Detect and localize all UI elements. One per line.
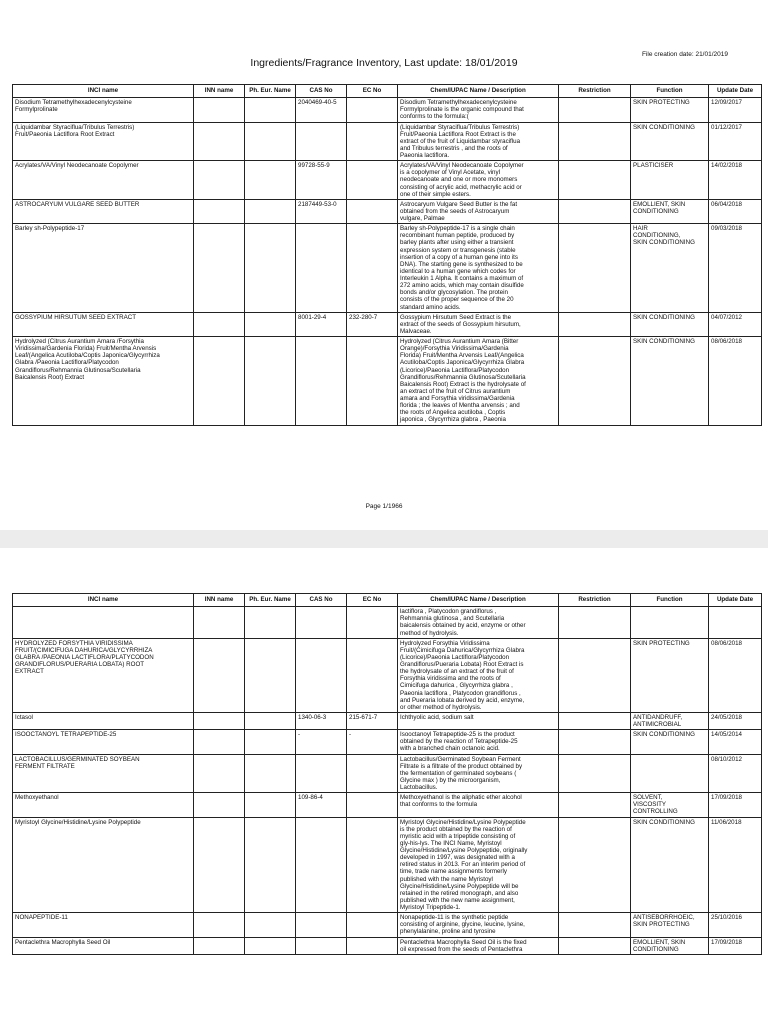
cell-ec-no bbox=[347, 312, 398, 336]
cell-ph-eur-name bbox=[245, 122, 296, 161]
cell-inci-name bbox=[13, 913, 194, 937]
cell-description-text: (Liquidambar Styraciflua/Tribulus Terrestris) Fruit/Paeonia Lactiflora Root Extract is the extract of the fruit of Liquidambar styraciflua and Tribulus terrestris , and the roots of Paeonia lactiflora. bbox=[400, 123, 521, 159]
cell-cas-no bbox=[296, 817, 347, 913]
cell-description-text: Hydrolyzed (Citrus Aurantium Amara (Bitter Orange)/Forsythia Viridissima/Gardenia Florida) Fruit/Mentha Arvensis Leaf/(Angelica Acutiloba/Coptis Japonica/Glycyrrhiza Glabra (Licorice)/Paeonia Lactiflora/Platycodon Grandiflorus/Rehmannia Glutinosa/Scutellaria Baicalensis Root) Extract is the hydrolysate of an extract of the fruit of Citrus aurantium amara and Forsythia viridissima/Gardenia florida ; the leaves of Mentha arvensis ; and the roots of Angelica acutiloba , Coptis japonica , Glycyrrhiza glabra , Paeonia bbox=[400, 338, 526, 424]
cell-description bbox=[398, 312, 559, 336]
cell-inci-name bbox=[13, 161, 194, 200]
cell-inn-name bbox=[194, 607, 245, 639]
table-row bbox=[13, 638, 762, 712]
cell-description bbox=[398, 817, 559, 913]
header-ph-eur-name-text: Ph. Eur. Name bbox=[249, 596, 291, 603]
cell-update-date-text: 08/10/2012 bbox=[711, 755, 742, 763]
cell-inn-name bbox=[194, 638, 245, 712]
table-body-page-2 bbox=[13, 607, 762, 955]
cell-ec-no-text: - bbox=[349, 731, 352, 739]
cell-inci-name bbox=[13, 817, 194, 913]
cell-ec-no bbox=[347, 638, 398, 712]
table-header-row bbox=[13, 85, 762, 98]
table-row bbox=[13, 337, 762, 426]
cell-function-text: SOLVENT, VISCOSITY CONTROLLING bbox=[633, 794, 678, 816]
cell-inn-name bbox=[194, 730, 245, 754]
cell-restriction bbox=[559, 312, 631, 336]
cell-description bbox=[398, 607, 559, 639]
cell-description bbox=[398, 712, 559, 729]
cell-ec-no bbox=[347, 161, 398, 200]
cell-inn-name bbox=[194, 122, 245, 161]
cell-ph-eur-name bbox=[245, 224, 296, 313]
header-ec-no: EC No bbox=[347, 85, 398, 98]
cell-update-date bbox=[709, 638, 762, 712]
cell-inci-name-text: Ictasol bbox=[15, 713, 33, 721]
cell-function bbox=[631, 224, 709, 313]
cell-update-date-text: 25/10/2016 bbox=[711, 914, 742, 922]
cell-function bbox=[631, 913, 709, 937]
cell-function-text: SKIN PROTECTING bbox=[633, 639, 690, 647]
cell-ph-eur-name bbox=[245, 913, 296, 937]
cell-ph-eur-name bbox=[245, 712, 296, 729]
cell-cas-no-text: 2040469-40-5 bbox=[298, 99, 337, 107]
header-restriction: Restriction bbox=[559, 85, 631, 98]
document-title: Ingredients/Fragrance Inventory, Last update: 18/01/2019 bbox=[250, 57, 518, 69]
cell-description-text: Methoxyethanol is the aliphatic ether alcohol that conforms to the formula bbox=[400, 794, 522, 809]
cell-description-text: Barley sh-Polypeptide-17 is a single chain recombinant human peptide, produced by barley plants after using either a transient expression system or transgenesis (stable insertion of a copy of a human gene into its DNA). The starting gene is synthesized to be identical to a human gene which codes for Interleukin 1 Alpha. It contains a maximum of 272 amino acids, which may contain disulfide bonds and/or glycosylation. The protein consists of the proper sequence of the 20 standard amino acids. bbox=[400, 225, 524, 311]
cell-function-text: EMOLLIENT, SKIN CONDITIONING bbox=[633, 200, 686, 215]
cell-description-text: Myristoyl Glycine/Histidine/Lysine Polypeptide is the product obtained by the reaction of myristic acid with a tripeptide consisting of gly-his-lys. The INCI Name, Myristoyl Glycine/Histidine/Lysine Polypeptide, originally developed in 1997, was designated with a retired status in 2013. For an interim period of time, trade name assignments formerly published with the name Myristoyl Glycine/Histidine/Lysine Polypeptide will be retained in the retired monograph, and also published with the new name assignment, Myristoyl Tripeptide-1. bbox=[400, 818, 528, 911]
cell-ec-no bbox=[347, 730, 398, 754]
cell-update-date-text: 17/09/2018 bbox=[711, 938, 742, 946]
cell-update-date bbox=[709, 224, 762, 313]
cell-description-text: Lactobacillus/Germinated Soybean Ferment Filtrate is a filtrate of the product obtained by the fermentation of germinated soybeans ( Glycine max ) by the microorganism, Lactobacillus. bbox=[400, 755, 523, 791]
cell-restriction bbox=[559, 730, 631, 754]
cell-description bbox=[398, 337, 559, 426]
table-row bbox=[13, 122, 762, 161]
cell-ec-no bbox=[347, 793, 398, 817]
cell-function-text: SKIN PROTECTING bbox=[633, 99, 690, 107]
cell-inci-name-text: ISOOCTANOYL TETRAPEPTIDE-25 bbox=[15, 731, 117, 739]
cell-inci-name bbox=[13, 712, 194, 729]
cell-function-text: EMOLLIENT, SKIN CONDITIONING bbox=[633, 938, 686, 953]
cell-restriction bbox=[559, 607, 631, 639]
cell-description-text: lactiflora , Platycodon grandiflorus , Rehmannia glutinosa , and Scutellaria baicalensis obtained by acid, enzyme or other method of hydrolysis. bbox=[400, 608, 526, 637]
cell-function bbox=[631, 161, 709, 200]
table-body-page-1 bbox=[13, 98, 762, 425]
table-row bbox=[13, 913, 762, 937]
cell-cas-no bbox=[296, 337, 347, 426]
cell-update-date bbox=[709, 122, 762, 161]
cell-ph-eur-name bbox=[245, 607, 296, 639]
cell-update-date-text: 01/12/2017 bbox=[711, 123, 742, 131]
cell-description bbox=[398, 937, 559, 954]
cell-ph-eur-name bbox=[245, 199, 296, 223]
cell-inci-name-text: Hydrolyzed (Citrus Aurantium Amara /Forsythia Viridissima/Gardenia Florida) Fruit/Mentha Arvensis Leaf/(Angelica Acutiloba/Coptis Japonica/Glycyrrhiza Glabra /Paeonia Lactiflora/Platycodon Grandiflorus/Rehmannia Glutinosa/Scutellaria Baicalensis Root) Extract bbox=[15, 338, 160, 381]
cell-restriction bbox=[559, 199, 631, 223]
cell-cas-no bbox=[296, 607, 347, 639]
cell-function-text: SKIN CONDITIONING bbox=[633, 123, 695, 131]
table-row bbox=[13, 754, 762, 793]
cell-inci-name-text: Myristoyl Glycine/Histidine/Lysine Polypeptide bbox=[15, 818, 141, 826]
document-page-2 bbox=[0, 548, 768, 1024]
cell-cas-no bbox=[296, 224, 347, 313]
header-function: Function bbox=[631, 85, 709, 98]
cell-function-text: ANTISEBORRHOEIC, SKIN PROTECTING bbox=[633, 914, 695, 929]
cell-ph-eur-name bbox=[245, 793, 296, 817]
cell-cas-no bbox=[296, 730, 347, 754]
cell-function-text: SKIN CONDITIONING bbox=[633, 313, 695, 321]
cell-ph-eur-name bbox=[245, 754, 296, 793]
cell-update-date-text: 08/06/2018 bbox=[711, 338, 742, 345]
cell-inci-name-text: GOSSYPIUM HIRSUTUM SEED EXTRACT bbox=[15, 313, 137, 321]
cell-inci-name bbox=[13, 199, 194, 223]
cell-restriction bbox=[559, 937, 631, 954]
cell-update-date bbox=[709, 712, 762, 729]
cell-ph-eur-name bbox=[245, 337, 296, 426]
cell-ph-eur-name bbox=[245, 161, 296, 200]
cell-ph-eur-name bbox=[245, 730, 296, 754]
header-function: Function bbox=[631, 594, 709, 607]
cell-function bbox=[631, 98, 709, 122]
cell-description bbox=[398, 161, 559, 200]
cell-ph-eur-name bbox=[245, 817, 296, 913]
cell-update-date-text: 09/03/2018 bbox=[711, 225, 742, 233]
table-row bbox=[13, 793, 762, 817]
cell-ec-no bbox=[347, 937, 398, 954]
cell-inci-name bbox=[13, 793, 194, 817]
cell-inn-name bbox=[194, 754, 245, 793]
cell-restriction bbox=[559, 122, 631, 161]
cell-inci-name-text: LACTOBACILLUS/GERMINATED SOYBEAN FERMENT FILTRATE bbox=[15, 755, 140, 770]
cell-update-date bbox=[709, 817, 762, 913]
table-row bbox=[13, 607, 762, 639]
table-row bbox=[13, 161, 762, 200]
cell-description bbox=[398, 122, 559, 161]
cell-inn-name bbox=[194, 224, 245, 313]
cell-inn-name bbox=[194, 712, 245, 729]
cell-restriction bbox=[559, 638, 631, 712]
cell-function-text: SKIN CONDITIONING bbox=[633, 338, 695, 345]
cell-cas-no bbox=[296, 793, 347, 817]
cell-ec-no bbox=[347, 754, 398, 793]
table-row bbox=[13, 224, 762, 313]
cell-ec-no-text: 215-671-7 bbox=[349, 713, 378, 721]
cell-function bbox=[631, 754, 709, 793]
cell-cas-no bbox=[296, 161, 347, 200]
cell-inci-name-text: Barley sh-Polypeptide-17 bbox=[15, 225, 85, 233]
cell-description-text: Isooctanoyl Tetrapeptide-25 is the product obtained by the reaction of Tetrapeptide-25 with a branched chain octanoic acid. bbox=[400, 731, 518, 753]
cell-update-date-text: 06/04/2018 bbox=[711, 200, 742, 208]
cell-description bbox=[398, 754, 559, 793]
cell-inn-name bbox=[194, 913, 245, 937]
cell-cas-no-text: 2187449-53-0 bbox=[298, 200, 337, 208]
header-inn-name: INN name bbox=[194, 85, 245, 98]
cell-description-text: Hydrolyzed Forsythia Viridissima Fruit/(Cimicifuga Dahurica/Glycyrrhiza Glabra (Licorice)/Paeonia Lactiflora/Platycodon Grandiflorus/Pueraria Lobata) Root Extract is the hydrolysate of an extract of the fruit of Forsythia viridissima and the roots of Cimicifuga dahurica , Glycyrrhiza glabra , Paeonia lactiflora , Platycodon grandiflorus , and Pueraria lobata derived by acid, enzyme, or other method of hydrolysis. bbox=[400, 639, 525, 711]
cell-function bbox=[631, 937, 709, 954]
cell-inci-name bbox=[13, 312, 194, 336]
cell-inci-name-text: NONAPEPTIDE-11 bbox=[15, 914, 68, 922]
cell-inci-name bbox=[13, 937, 194, 954]
cell-inci-name bbox=[13, 607, 194, 639]
cell-description-text: Disodium Tetramethylhexadecenylcysteine Formylprolinate is the organic compound that conforms to the formula:( bbox=[400, 99, 524, 121]
cell-inn-name bbox=[194, 337, 245, 426]
header-inci-name: INCI name bbox=[13, 594, 194, 607]
cell-inci-name bbox=[13, 98, 194, 122]
cell-inn-name bbox=[194, 937, 245, 954]
header-update-date: Update Date bbox=[709, 594, 762, 607]
cell-cas-no bbox=[296, 122, 347, 161]
cell-description bbox=[398, 638, 559, 712]
cell-inci-name-text: ASTROCARYUM VULGARE SEED BUTTER bbox=[15, 200, 140, 208]
cell-ec-no bbox=[347, 712, 398, 729]
cell-ec-no bbox=[347, 817, 398, 913]
header-inn-name: INN name bbox=[194, 594, 245, 607]
cell-restriction bbox=[559, 712, 631, 729]
cell-cas-no-text: 1340-06-3 bbox=[298, 713, 327, 721]
cell-ec-no bbox=[347, 98, 398, 122]
cell-update-date-text: 17/09/2018 bbox=[711, 794, 742, 802]
cell-inci-name bbox=[13, 122, 194, 161]
cell-function bbox=[631, 712, 709, 729]
cell-ec-no bbox=[347, 224, 398, 313]
cell-update-date-text: 04/07/2012 bbox=[711, 313, 742, 321]
header-cas-no: CAS No bbox=[296, 594, 347, 607]
cell-inci-name-text: (Liquidambar Styraciflua/Tribulus Terrestris) Fruit/Paeonia Lactiflora Root Extract bbox=[15, 123, 135, 138]
cell-cas-no-text: 8001-29-4 bbox=[298, 313, 327, 321]
cell-cas-no bbox=[296, 712, 347, 729]
header-chem-description: Chem/IUPAC Name / Description bbox=[398, 85, 559, 98]
cell-cas-no bbox=[296, 98, 347, 122]
cell-inci-name bbox=[13, 730, 194, 754]
cell-description-text: Gossypium Hirsutum Seed Extract is the extract of the seeds of Gossypium hirsutum, Malvaceae. bbox=[400, 313, 521, 335]
table-row bbox=[13, 817, 762, 913]
cell-inci-name bbox=[13, 224, 194, 313]
cell-function bbox=[631, 337, 709, 426]
cell-function bbox=[631, 730, 709, 754]
cell-update-date-text: 14/02/2018 bbox=[711, 162, 742, 170]
header-update-date: Update Date bbox=[709, 85, 762, 98]
cell-restriction bbox=[559, 817, 631, 913]
cell-restriction bbox=[559, 161, 631, 200]
cell-ec-no-text: 232-280-7 bbox=[349, 313, 378, 321]
cell-cas-no bbox=[296, 754, 347, 793]
cell-update-date bbox=[709, 607, 762, 639]
cell-update-date bbox=[709, 312, 762, 336]
cell-cas-no-text: 99728-55-9 bbox=[298, 162, 330, 170]
cell-function bbox=[631, 312, 709, 336]
cell-function bbox=[631, 817, 709, 913]
cell-inn-name bbox=[194, 817, 245, 913]
table-row bbox=[13, 937, 762, 954]
cell-cas-no-text: - bbox=[298, 731, 301, 739]
cell-description bbox=[398, 199, 559, 223]
header-ph-eur-name bbox=[245, 85, 296, 98]
cell-ph-eur-name bbox=[245, 312, 296, 336]
header-ph-eur-name bbox=[245, 594, 296, 607]
cell-restriction bbox=[559, 98, 631, 122]
cell-description-text: Ichthyolic acid, sodium salt bbox=[400, 713, 474, 721]
cell-cas-no bbox=[296, 199, 347, 223]
file-creation-date: File creation date: 21/01/2019 bbox=[641, 51, 728, 58]
cell-function bbox=[631, 199, 709, 223]
cell-update-date bbox=[709, 793, 762, 817]
cell-ph-eur-name bbox=[245, 98, 296, 122]
header-ph-eur-name-text: Ph. Eur. Name bbox=[249, 87, 291, 94]
cell-ec-no bbox=[347, 913, 398, 937]
cell-inci-name bbox=[13, 754, 194, 793]
cell-ec-no bbox=[347, 607, 398, 639]
cell-ph-eur-name bbox=[245, 638, 296, 712]
header-restriction: Restriction bbox=[559, 594, 631, 607]
cell-function-text: ANTIDANDRUFF, ANTIMICROBIAL bbox=[633, 713, 683, 728]
cell-description-text: Acrylates/VA/Vinyl Neodecanoate Copolymer is a copolymer of Vinyl Acetate, vinyl neodecanoate and one or more monomers consisting of acrylic acid, methacrylic acid or one of their simple esters. bbox=[400, 162, 524, 198]
cell-inci-name-text: Acrylates/VA/Vinyl Neodecanoate Copolymer bbox=[15, 162, 139, 170]
cell-function bbox=[631, 638, 709, 712]
cell-update-date bbox=[709, 937, 762, 954]
cell-update-date bbox=[709, 754, 762, 793]
cell-function-text: PLASTICISER bbox=[633, 162, 674, 170]
cell-cas-no bbox=[296, 638, 347, 712]
cell-update-date bbox=[709, 161, 762, 200]
header-ec-no: EC No bbox=[347, 594, 398, 607]
cell-description-text: Nonapeptide-11 is the synthetic peptide consisting of arginine, glycine, leucine, lysine, phenylalanine, proline and tyrosine bbox=[400, 914, 525, 936]
cell-description-text: Astrocaryum Vulgare Seed Butter is the fat obtained from the seeds of Astrocaryum vulgare, Palmae bbox=[400, 200, 518, 222]
inventory-table-page-2 bbox=[12, 593, 762, 955]
cell-inn-name bbox=[194, 161, 245, 200]
cell-inn-name bbox=[194, 793, 245, 817]
cell-restriction bbox=[559, 224, 631, 313]
cell-cas-no bbox=[296, 937, 347, 954]
cell-cas-no bbox=[296, 913, 347, 937]
cell-update-date-text: 08/06/2018 bbox=[711, 639, 742, 647]
cell-description-text: Pentaclethra Macrophylla Seed Oil is the fixed oil expressed from the seeds of Pentaclethra bbox=[400, 938, 527, 953]
cell-inn-name bbox=[194, 312, 245, 336]
cell-inci-name-text: Pentaclethra Macrophylla Seed Oil bbox=[15, 938, 111, 946]
header-inci-name: INCI name bbox=[13, 85, 194, 98]
cell-description bbox=[398, 224, 559, 313]
cell-inn-name bbox=[194, 199, 245, 223]
cell-description bbox=[398, 98, 559, 122]
table-row bbox=[13, 199, 762, 223]
table-row bbox=[13, 712, 762, 729]
cell-restriction bbox=[559, 913, 631, 937]
cell-function-text: SKIN CONDITIONING bbox=[633, 731, 695, 739]
cell-update-date-text: 12/09/2017 bbox=[711, 99, 742, 107]
cell-inci-name-text: Methoxyethanol bbox=[15, 794, 59, 802]
table-row bbox=[13, 730, 762, 754]
cell-restriction bbox=[559, 337, 631, 426]
cell-update-date-text: 11/06/2018 bbox=[711, 818, 742, 826]
cell-ec-no bbox=[347, 122, 398, 161]
cell-description bbox=[398, 913, 559, 937]
table-header-row bbox=[13, 594, 762, 607]
header-cas-no: CAS No bbox=[296, 85, 347, 98]
page-number: Page 1/1966 bbox=[365, 503, 403, 510]
cell-description bbox=[398, 793, 559, 817]
cell-update-date bbox=[709, 913, 762, 937]
cell-function-text: HAIR CONDITIONING, SKIN CONDITIONING bbox=[633, 225, 695, 247]
cell-update-date bbox=[709, 98, 762, 122]
cell-inci-name-text: HYDROLYZED FORSYTHIA VIRIDISSIMA FRUIT/(CIMICIFUGA DAHURICA/GLYCYRRHIZA GLABRA /PAEONIA LACTIFLORA/PLATYCODON GRANDIFLORUS/PUERARIA LOBATA) ROOT EXTRACT bbox=[15, 639, 154, 676]
cell-inn-name bbox=[194, 98, 245, 122]
cell-function bbox=[631, 607, 709, 639]
inventory-table-page-1 bbox=[12, 84, 762, 426]
cell-ph-eur-name bbox=[245, 937, 296, 954]
table-row bbox=[13, 98, 762, 122]
cell-inci-name bbox=[13, 638, 194, 712]
cell-restriction bbox=[559, 754, 631, 793]
cell-function-text: SKIN CONDITIONING bbox=[633, 818, 695, 826]
cell-ec-no bbox=[347, 199, 398, 223]
table-row bbox=[13, 312, 762, 336]
cell-inci-name bbox=[13, 337, 194, 426]
cell-update-date-text: 24/05/2018 bbox=[711, 713, 742, 721]
header-chem-description: Chem/IUPAC Name / Description bbox=[398, 594, 559, 607]
cell-restriction bbox=[559, 793, 631, 817]
cell-function bbox=[631, 793, 709, 817]
cell-inci-name-text: Disodium Tetramethylhexadecenylcysteine Formylprolinate bbox=[15, 99, 132, 114]
cell-function bbox=[631, 122, 709, 161]
cell-ec-no bbox=[347, 337, 398, 426]
cell-cas-no-text: 109-86-4 bbox=[298, 794, 323, 802]
cell-cas-no bbox=[296, 312, 347, 336]
cell-description bbox=[398, 730, 559, 754]
cell-update-date bbox=[709, 730, 762, 754]
cell-update-date bbox=[709, 199, 762, 223]
cell-update-date-text: 14/05/2014 bbox=[711, 731, 742, 739]
cell-update-date bbox=[709, 337, 762, 426]
